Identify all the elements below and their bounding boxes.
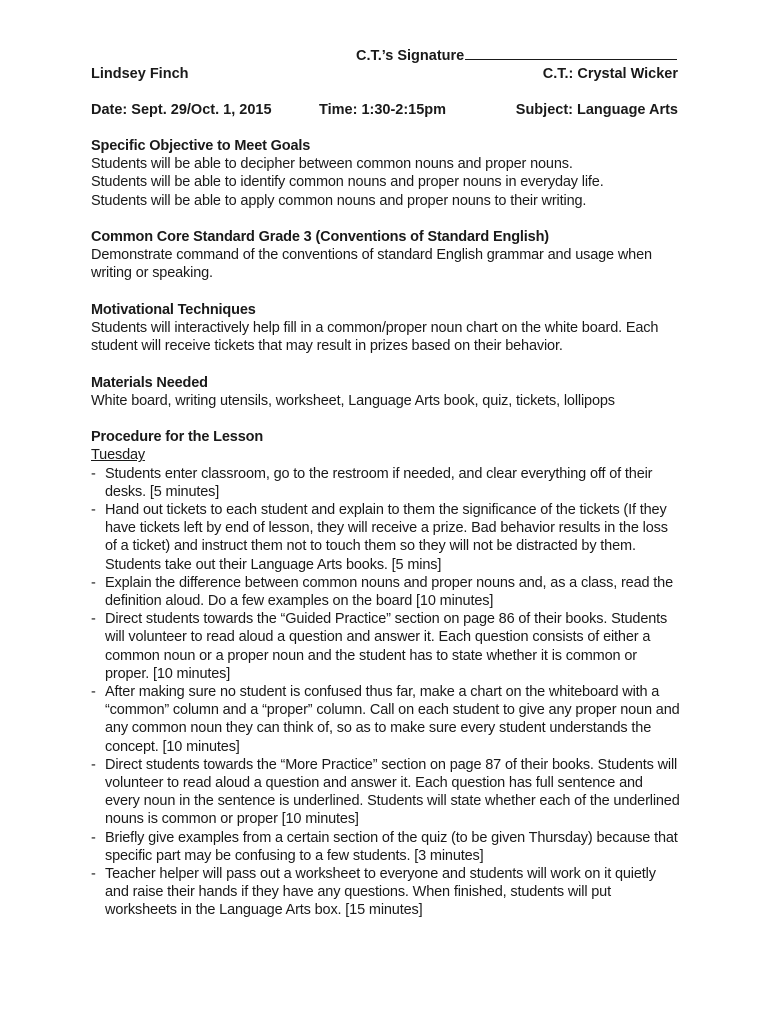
procedure-section <box>91 428 681 919</box>
bullet-dash: - <box>91 684 96 701</box>
procedure-step <box>91 465 681 501</box>
materials-heading: Materials Needed <box>91 374 208 391</box>
procedure-step <box>91 574 681 610</box>
step-text: Direct students towards the “More Practice” section on page 87 of their books. Students will volunteer to read aloud a question and answer it. Each question has full sentence and every noun in the sentence is underlined. Students will state whether each of the underlined nouns is common or proper [10 minutes] <box>105 756 680 828</box>
step-text: Direct students towards the “Guided Practice” section on page 86 of their books. Students will volunteer to read aloud a question and answer it. Each question consists of either a common noun or a proper noun and the student has to state whether it is common or proper. [10 minutes] <box>105 611 668 682</box>
procedure-step <box>91 610 681 683</box>
bullet-dash: - <box>91 574 96 591</box>
step-text: Teacher helper will pass out a worksheet to everyone and students will work on it quietly and raise their hands if they have any questions. When finished, students will put worksheets in the Language Arts box. [15 minutes] <box>105 866 656 919</box>
lesson-time: Time: 1:30-2:15pm <box>319 102 447 118</box>
procedure-step <box>91 683 681 756</box>
document-body <box>91 137 681 920</box>
procedure-heading: Procedure for the Lesson <box>91 429 264 446</box>
procedure-step <box>91 501 681 574</box>
header-row-details <box>91 101 678 119</box>
cooperating-teacher: C.T.: Crystal Wicker <box>542 66 678 82</box>
objective-line: Students will be able to decipher between common nouns and proper nouns. <box>91 156 573 173</box>
standard-text: Demonstrate command of the conventions of standard English grammar and usage when writing or speaking. <box>91 247 652 282</box>
step-text: Briefly give examples from a certain section of the quiz (to be given Thursday) because that specific part may be confusing to a few students. [3 minutes] <box>105 829 678 864</box>
header-row-names <box>91 65 678 83</box>
bullet-dash: - <box>91 611 96 628</box>
procedure-step <box>91 829 681 865</box>
objective-line: Students will be able to apply common nouns and proper nouns to their writing. <box>91 192 587 209</box>
procedure-day: Tuesday <box>91 447 146 464</box>
signature-line <box>465 46 677 60</box>
procedure-step <box>91 756 681 829</box>
motivation-section <box>91 301 681 356</box>
teacher-name: Lindsey Finch <box>91 66 189 82</box>
bullet-dash: - <box>91 829 96 846</box>
bullet-dash: - <box>91 756 96 773</box>
standard-heading: Common Core Standard Grade 3 (Conventions of Standard English) <box>91 229 549 245</box>
step-text: After making sure no student is confused thus far, make a chart on the whiteboard with a “common” column and a “proper” column. Call on each student to give any proper noun and any common noun they can think of, so as to make sure every student understands the concept. [10 minutes] <box>105 684 680 755</box>
objective-line: Students will be able to identify common nouns and proper nouns in everyday life. <box>91 174 604 191</box>
procedure-step <box>91 865 681 920</box>
procedure-steps <box>91 465 681 920</box>
motivation-text: Students will interactively help fill in a common/proper noun chart on the white board. Each student will receive tickets that may result in prizes based on their behavior. <box>91 320 659 355</box>
motivation-heading: Motivational Techniques <box>91 301 256 318</box>
materials-text: White board, writing utensils, worksheet, Language Arts book, quiz, tickets, lollipops <box>91 392 615 409</box>
bullet-dash: - <box>91 866 96 883</box>
lesson-subject: Subject: Language Arts <box>515 102 678 118</box>
bullet-dash: - <box>91 465 96 482</box>
signature-label: C.T.’s Signature <box>356 48 465 64</box>
step-text: Explain the difference between common nouns and proper nouns and, as a class, read the definition aloud. Do a few examples on the board [10 minutes] <box>105 574 674 610</box>
step-text: Students enter classroom, go to the restroom if needed, and clear everything off of their desks. [5 minutes] <box>105 465 653 500</box>
objective-section <box>91 137 681 210</box>
objective-heading: Specific Objective to Meet Goals <box>91 138 311 154</box>
signature-field <box>356 46 677 64</box>
bullet-dash: - <box>91 502 96 518</box>
step-text: Hand out tickets to each student and explain to them the significance of the tickets (If they have tickets left by end of lesson, they will receive a prize. Bad behavior results in the loss of a ticket) and instruct them not to touch them so they will not be distracted by them. Students take out their Language Arts books. [5 mins] <box>105 502 668 573</box>
materials-section <box>91 374 681 410</box>
lesson-date: Date: Sept. 29/Oct. 1, 2015 <box>91 102 272 118</box>
standard-section <box>91 228 681 283</box>
